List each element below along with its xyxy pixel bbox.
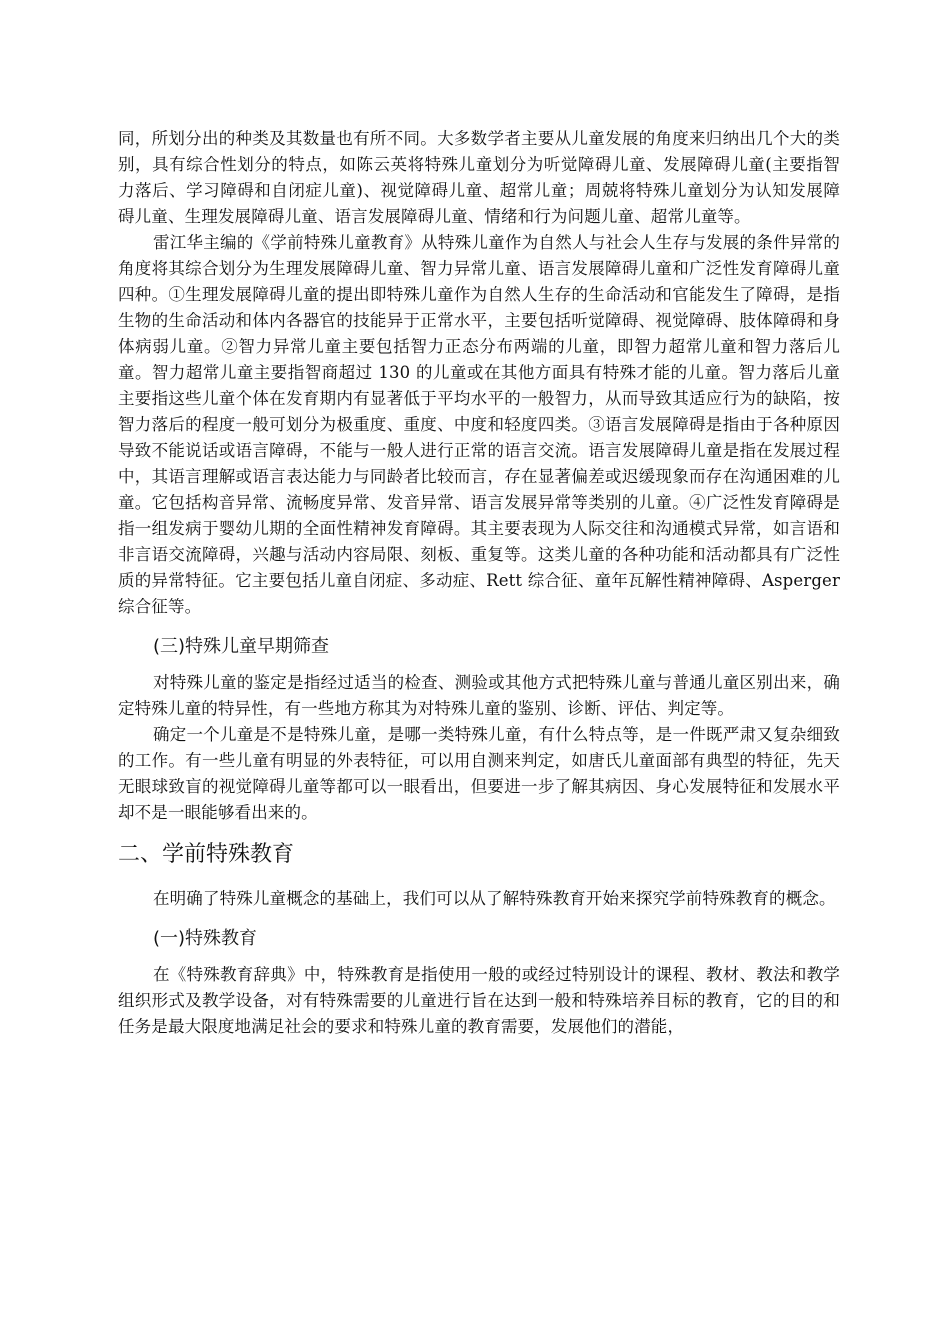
- paragraph-leijianghua-classification: 雷江华主编的《学前特殊儿童教育》从特殊儿童作为自然人与社会人生存与发展的条件异常的角度将其综合划分为生理发展障碍儿童、智力异常儿童、语言发展障碍儿童和广泛性发育障碍儿童四种。①生理发展障碍儿童的提出即特殊儿童作为自然人生存的生命活动和官能发生了障碍，是指生物的生命活动和体内各器官的技能异于正常水平，主要包括听觉障碍、视觉障碍、肢体障碍和身体病弱儿童。②智力异常儿童主要包括智力正态分布两端的儿童，即智力超常儿童和智力落后儿童。智力超常儿童主要指智商超过 130 的儿童或在其他方面具有特殊才能的儿童。智力落后儿童主要指这些儿童个体在发育期内有显著低于平均水平的一般智力，从而导致其适应行为的缺陷，按智力落后的程度一般可划分为极重度、重度、中度和轻度四类。③语言发展障碍是指由于各种原因导致不能说话或语言障碍，不能与一般人进行正常的语言交流。语言发展障碍儿童是指在发展过程中，其语言理解或语言表达能力与同龄者比较而言，存在显著偏差或迟缓现象而存在沟通困难的儿童。它包括构音异常、流畅度异常、发音异常、语言发展异常等类别的儿童。④广泛性发育障碍是指一组发病于婴幼儿期的全面性精神发育障碍。其主要表现为人际交往和沟通模式异常，如言语和非言语交流障碍，兴趣与活动内容局限、刻板、重复等。这类儿童的各种功能和活动都具有广泛性质的异常特征。它主要包括儿童自闭症、多动症、Rett 综合征、童年瓦解性精神障碍、Asperger 综合征等。: [118, 233, 840, 616]
- heading-preschool-special-education: 二、学前特殊教育: [118, 842, 295, 867]
- paragraph-identification-definition: 对特殊儿童的鉴定是指经过适当的检查、测验或其他方式把特殊儿童与普通儿童区别出来，确定特殊儿童的特异性，有一些地方称其为对特殊儿童的鉴别、诊断、评估、判定等。: [118, 673, 840, 718]
- paragraph-identification-work: 确定一个儿童是不是特殊儿童，是哪一类特殊儿童，有什么特点等，是一件既严肃又复杂细致的工作。有一些儿童有明显的外表特征，可以用自测来判定，如唐氏儿童面部有典型的特征，先天无眼球致盲的视觉障碍儿童等都可以一眼看出，但要进一步了解其病因、身心发展特征和发展水平却不是一眼能够看出来的。: [118, 725, 840, 822]
- paragraph-classification-continued: 同，所划分出的种类及其数量也有所不同。大多数学者主要从儿童发展的角度来归纳出几个大的类别，具有综合性划分的特点，如陈云英将特殊儿童划分为听觉障碍儿童、发展障碍儿童(主要指智力落后、学习障碍和自闭症儿童)、视觉障碍儿童、超常儿童；周兢将特殊儿童划分为认知发展障碍儿童、生理发展障碍儿童、语言发展障碍儿童、情绪和行为问题儿童、超常儿童等。: [118, 129, 840, 226]
- heading-special-education: (一)特殊教育: [153, 928, 258, 949]
- heading-early-screening: (三)特殊儿童早期筛查: [153, 636, 330, 657]
- paragraph-special-education-definition: 在《特殊教育辞典》中，特殊教育是指使用一般的或经过特别设计的课程、教材、教法和教学组织形式及教学设备，对有特殊需要的儿童进行旨在达到一般和特殊培养目标的教育，它的目的和任务是最大限度地满足社会的要求和特殊儿童的教育需要，发展他们的潜能，: [118, 965, 840, 1036]
- page-body: [118, 126, 840, 1040]
- paragraph-section-intro: 在明确了特殊儿童概念的基础上，我们可以从了解特殊教育开始来探究学前特殊教育的概念。: [153, 889, 836, 908]
